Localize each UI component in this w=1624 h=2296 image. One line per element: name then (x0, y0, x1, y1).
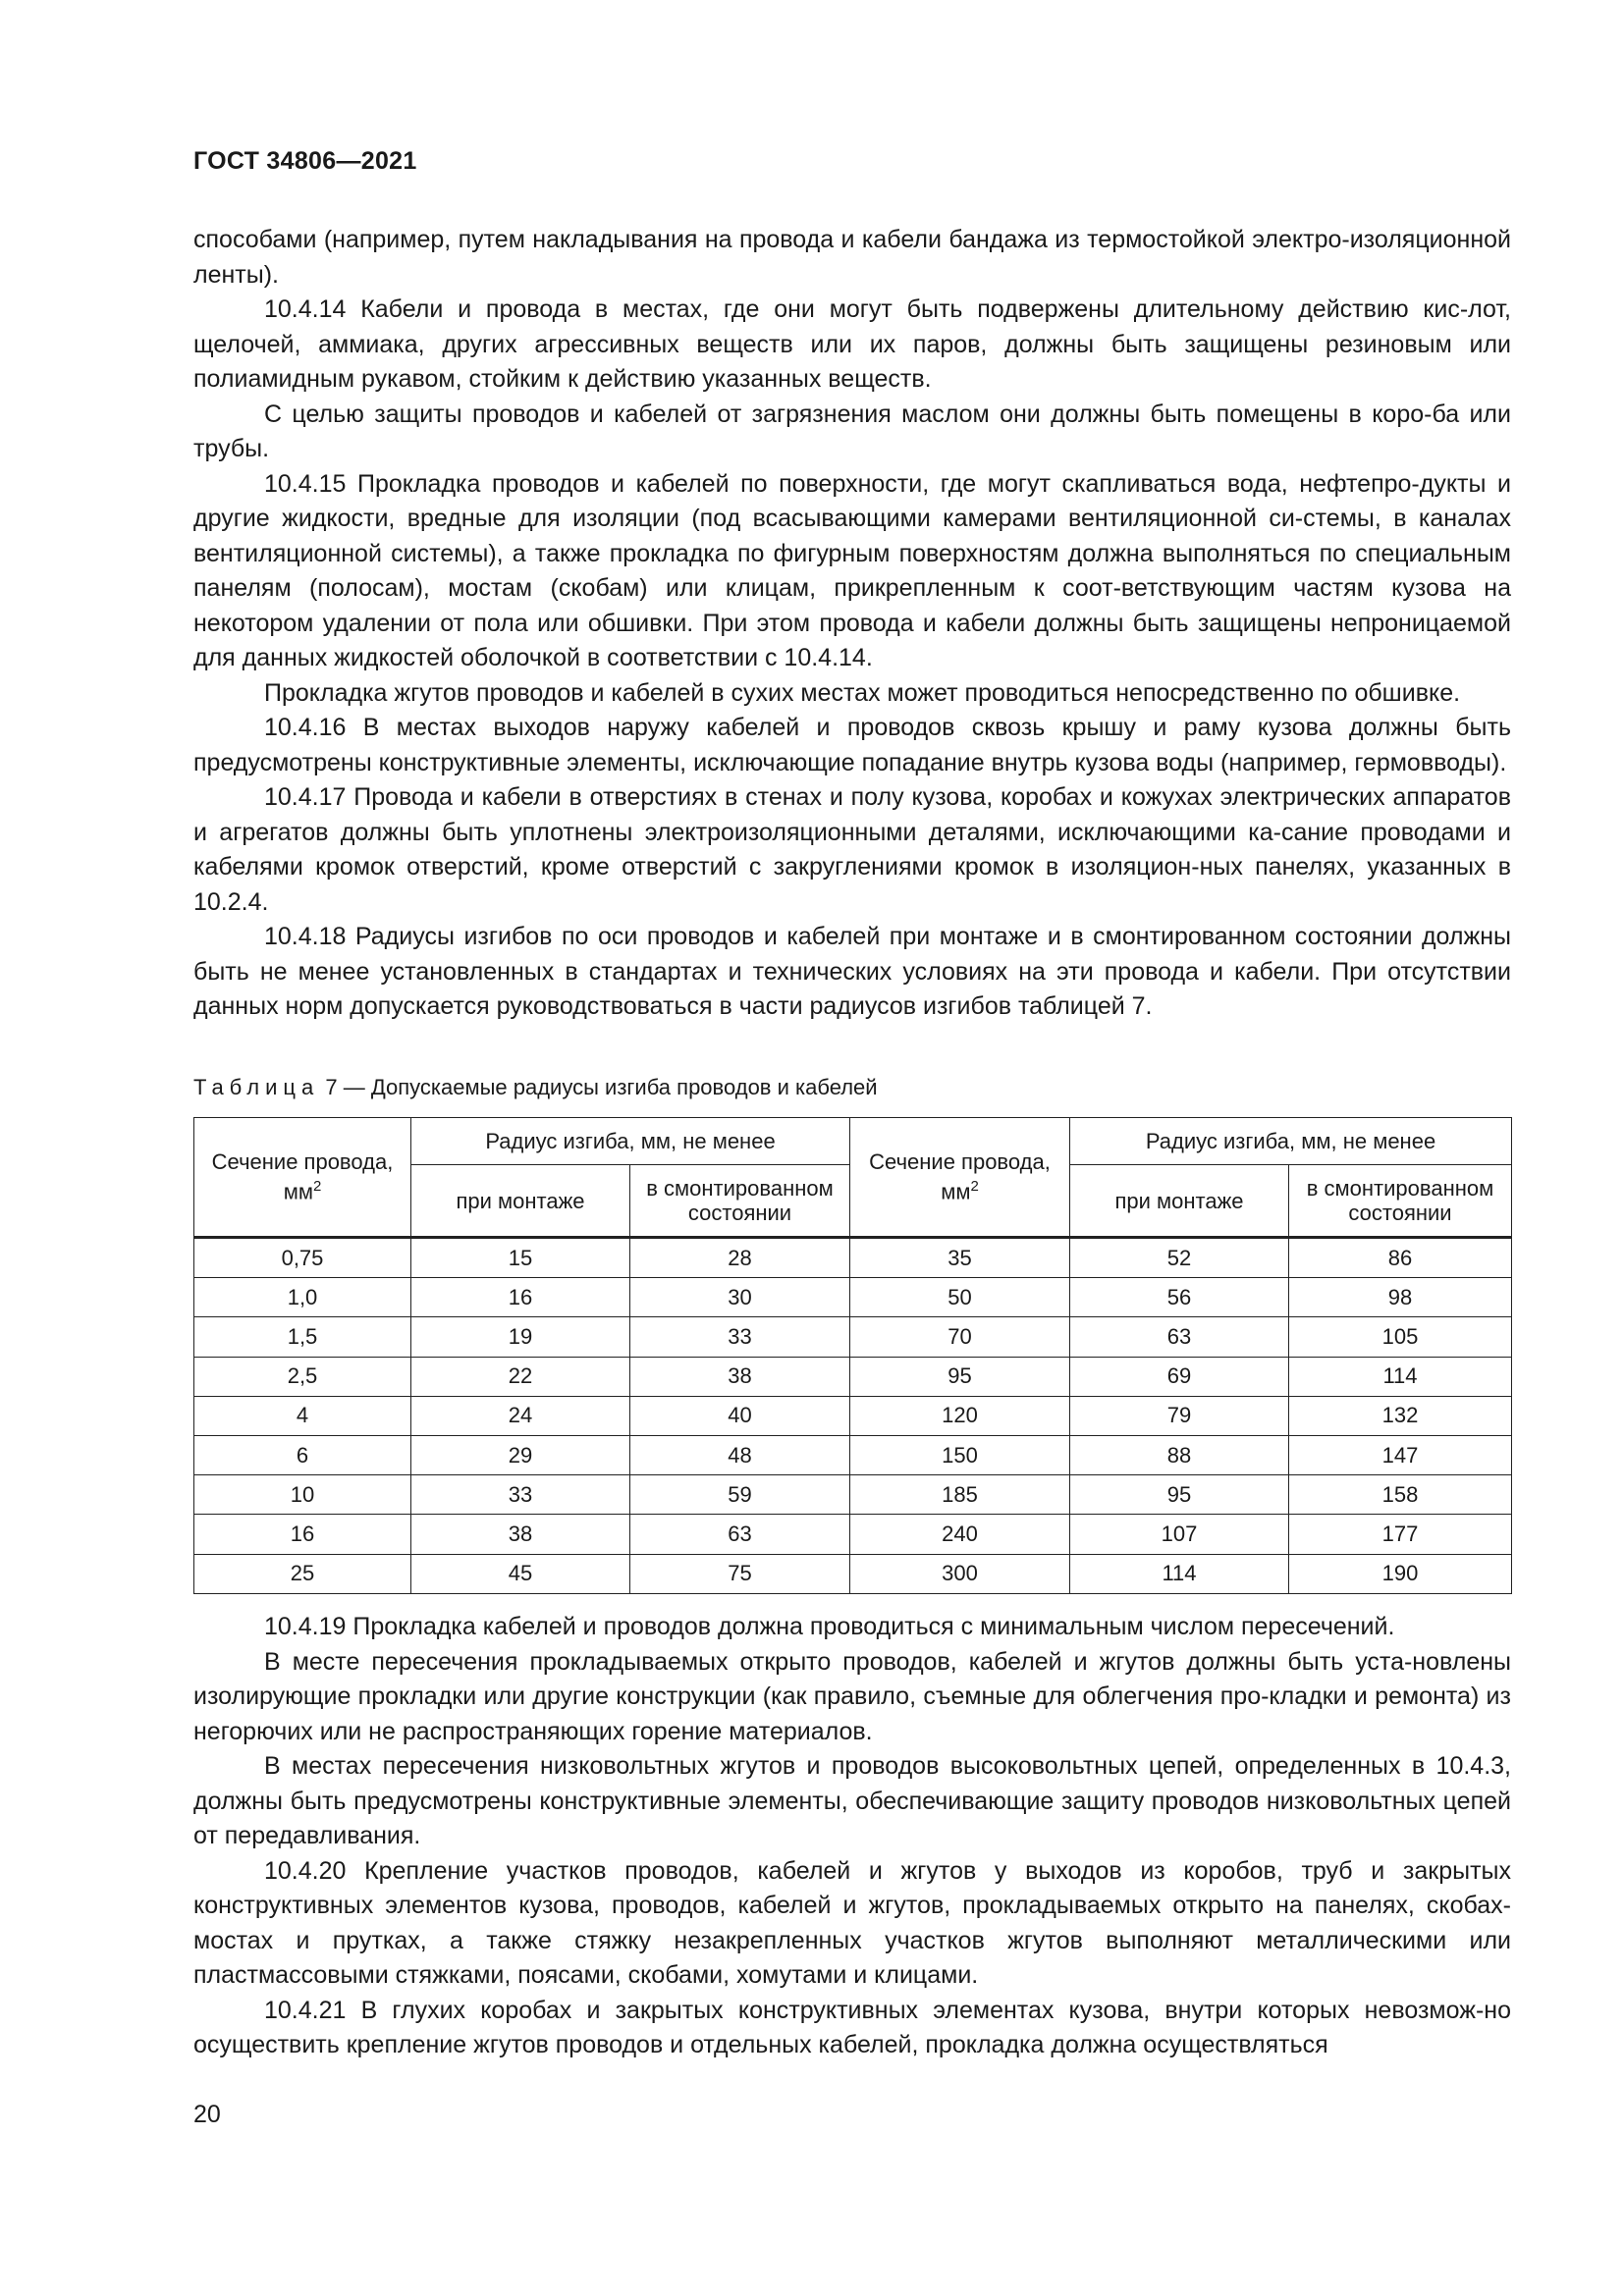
table-cell: 10 (194, 1475, 411, 1515)
table-cell: 63 (630, 1515, 850, 1554)
table-caption-word: Таблица (193, 1075, 320, 1099)
table-cell: 1,0 (194, 1278, 411, 1317)
table-row (194, 1317, 1512, 1357)
table-cell: 95 (1070, 1475, 1289, 1515)
header-mounted-left: в смонтированном состоянии (630, 1165, 850, 1238)
body-text-before-table (193, 223, 1511, 1025)
table-cell: 190 (1289, 1554, 1512, 1593)
table-cell: 95 (850, 1357, 1070, 1396)
table-cell: 38 (630, 1357, 850, 1396)
table-cell: 6 (194, 1435, 411, 1474)
table-row (194, 1554, 1512, 1593)
table-cell: 15 (411, 1238, 630, 1278)
paragraph: 10.4.21 В глухих коробах и закрытых конструктивных элементах кузова, внутри которых невозмож-но осуществить крепление жгутов проводов и отдельных кабелей, прокладка должна осуществляться (193, 1996, 1511, 2058)
table-cell: 70 (850, 1317, 1070, 1357)
table-cell: 1,5 (194, 1317, 411, 1357)
header-mounted-right: в смонтированном состоянии (1289, 1165, 1512, 1238)
table-caption (193, 1073, 878, 1102)
table-cell: 25 (194, 1554, 411, 1593)
table-cell: 40 (630, 1396, 850, 1435)
table-cell: 147 (1289, 1435, 1512, 1474)
table-cell: 56 (1070, 1278, 1289, 1317)
paragraph: 10.4.20 Крепление участков проводов, кабелей и жгутов у выходов из коробов, труб и закрытых конструктивных элементов кузова, проводов, кабелей и жгутов, прокладываемых открыто на панелях, скобах-мостах и прутках, а также стяжку незакрепленных участков жгутов выполняют металлическими или пластмассовыми стяжками, поясами, скобами, хомутами и клицами. (193, 1856, 1511, 1989)
table-cell: 185 (850, 1475, 1070, 1515)
table-cell: 132 (1289, 1396, 1512, 1435)
table-cell: 19 (411, 1317, 630, 1357)
table-cell: 158 (1289, 1475, 1512, 1515)
header-mount-left: при монтаже (411, 1165, 630, 1238)
paragraph: В местах пересечения низковольтных жгутов и проводов высоковольтных цепей, определенных в 10.4.3, должны быть предусмотрены конструктивные элементы, обеспечивающие защиту проводов низковольтных цепей от передавливания. (193, 1752, 1511, 1849)
table-cell: 75 (630, 1554, 850, 1593)
table-cell: 69 (1070, 1357, 1289, 1396)
paragraph: 10.4.17 Провода и кабели в отверстиях в стенах и полу кузова, коробах и кожухах электрических аппаратов и агрегатов должны быть уплотнены электроизоляционными деталями, исключающими ка-сание проводами и кабелями кромок отверстий, кроме отверстий с закруглениями кромок в изоляцион-ных панелях, указанных в 10.2.4. (193, 783, 1511, 916)
header-radius-right: Радиус изгиба, мм, не менее (1070, 1118, 1512, 1165)
table-cell: 2,5 (194, 1357, 411, 1396)
table-cell: 105 (1289, 1317, 1512, 1357)
table-cell: 16 (411, 1278, 630, 1317)
paragraph: Прокладка жгутов проводов и кабелей в сухих местах может проводиться непосредственно по обшивке. (264, 678, 1461, 707)
table-cell: 150 (850, 1435, 1070, 1474)
table-cell: 114 (1289, 1357, 1512, 1396)
table-cell: 30 (630, 1278, 850, 1317)
table-row (194, 1435, 1512, 1474)
header-mount-right: при монтаже (1070, 1165, 1289, 1238)
table-row (194, 1475, 1512, 1515)
table-cell: 48 (630, 1435, 850, 1474)
table-cell: 52 (1070, 1238, 1289, 1278)
paragraph: 10.4.19 Прокладка кабелей и проводов должна проводиться с минимальным числом пересечений. (264, 1613, 1395, 1640)
paragraph: С целью защиты проводов и кабелей от загрязнения маслом они должны быть помещены в коро-ба или трубы. (193, 400, 1511, 462)
table-row (194, 1396, 1512, 1435)
paragraph: 10.4.14 Кабели и провода в местах, где они могут быть подвержены длительному действию кис-лот, щелочей, аммиака, других агрессивных веществ или их паров, должны быть защищены резиновым или полиамидным рукавом, стойким к действию указанных веществ. (193, 295, 1511, 393)
page-number: 20 (193, 2101, 221, 2128)
table-cell: 86 (1289, 1238, 1512, 1278)
header-section-left: Сечение провода, $мм^2$ (194, 1118, 411, 1238)
table-cell: 22 (411, 1357, 630, 1396)
table-cell: 45 (411, 1554, 630, 1593)
table-cell: 98 (1289, 1278, 1512, 1317)
table-cell: 114 (1070, 1554, 1289, 1593)
table-row (194, 1238, 1512, 1278)
table-cell: 4 (194, 1396, 411, 1435)
table-cell: 24 (411, 1396, 630, 1435)
paragraph: способами (например, путем накладывания на провода и кабели бандажа из термостойкой электро-изоляционной ленты). (193, 226, 1511, 289)
table-cell: 59 (630, 1475, 850, 1515)
table-cell: 177 (1289, 1515, 1512, 1554)
table-cell: 79 (1070, 1396, 1289, 1435)
table-row (194, 1515, 1512, 1554)
table-caption-title: 7 — Допускаемые радиусы изгиба проводов и кабелей (319, 1075, 878, 1099)
table-cell: 16 (194, 1515, 411, 1554)
table-cell: 28 (630, 1238, 850, 1278)
paragraph: 10.4.15 Прокладка проводов и кабелей по поверхности, где могут скапливаться вода, нефтепро-дукты и другие жидкости, вредные для изоляции (под всасывающими камерами вентиляционной си-стемы, в каналах вентиляционной системы), а также прокладка по фигурным поверхностям должна выполняться по специальным панелям (полосам), мостам (скобам) или клицам, прикрепленным к соот-ветствующим частям кузова на некотором удалении от пола или обшивки. При этом провода и кабели должны быть защищены непроницаемой для данных жидкостей оболочкой в соответствии с 10.4.14. (193, 469, 1511, 671)
table-cell: 38 (411, 1515, 630, 1554)
paragraph: 10.4.16 В местах выходов наружу кабелей и проводов сквозь крышу и раму кузова должны быть предусмотрены конструктивные элементы, исключающие попадание внутрь кузова воды (например, гермовводы). (193, 714, 1511, 776)
table-cell: 88 (1070, 1435, 1289, 1474)
bend-radius-table (193, 1117, 1512, 1594)
table-row (194, 1357, 1512, 1396)
table-row (194, 1278, 1512, 1317)
table-cell: 300 (850, 1554, 1070, 1593)
table-cell: 240 (850, 1515, 1070, 1554)
table-cell: 63 (1070, 1317, 1289, 1357)
header-section-right: Сечение провода, $мм^2$ (850, 1118, 1070, 1238)
table-cell: 35 (850, 1238, 1070, 1278)
paragraph: В месте пересечения прокладываемых открыто проводов, кабелей и жгутов должны быть уста-новлены изолирующие прокладки или другие конструкции (как правило, съемные для облегчения про-кладки и ремонта) из негорючих или не распространяющих горение материалов. (193, 1647, 1511, 1745)
paragraph: 10.4.18 Радиусы изгибов по оси проводов и кабелей при монтаже и в смонтированном состоянии должны быть не менее установленных в стандартах и технических условиях на эти провода и кабели. При отсутствии данных норм допускается руководствоваться в части радиусов изгибов таблицей 7. (193, 923, 1511, 1020)
table-cell: 33 (630, 1317, 850, 1357)
body-text-after-table (193, 1610, 1511, 2063)
table-cell: 0,75 (194, 1238, 411, 1278)
table-cell: 120 (850, 1396, 1070, 1435)
table-cell: 107 (1070, 1515, 1289, 1554)
document-header: ГОСТ 34806—2021 (193, 147, 417, 175)
table-cell: 33 (411, 1475, 630, 1515)
table-cell: 50 (850, 1278, 1070, 1317)
table-cell: 29 (411, 1435, 630, 1474)
header-radius-left: Радиус изгиба, мм, не менее (411, 1118, 850, 1165)
